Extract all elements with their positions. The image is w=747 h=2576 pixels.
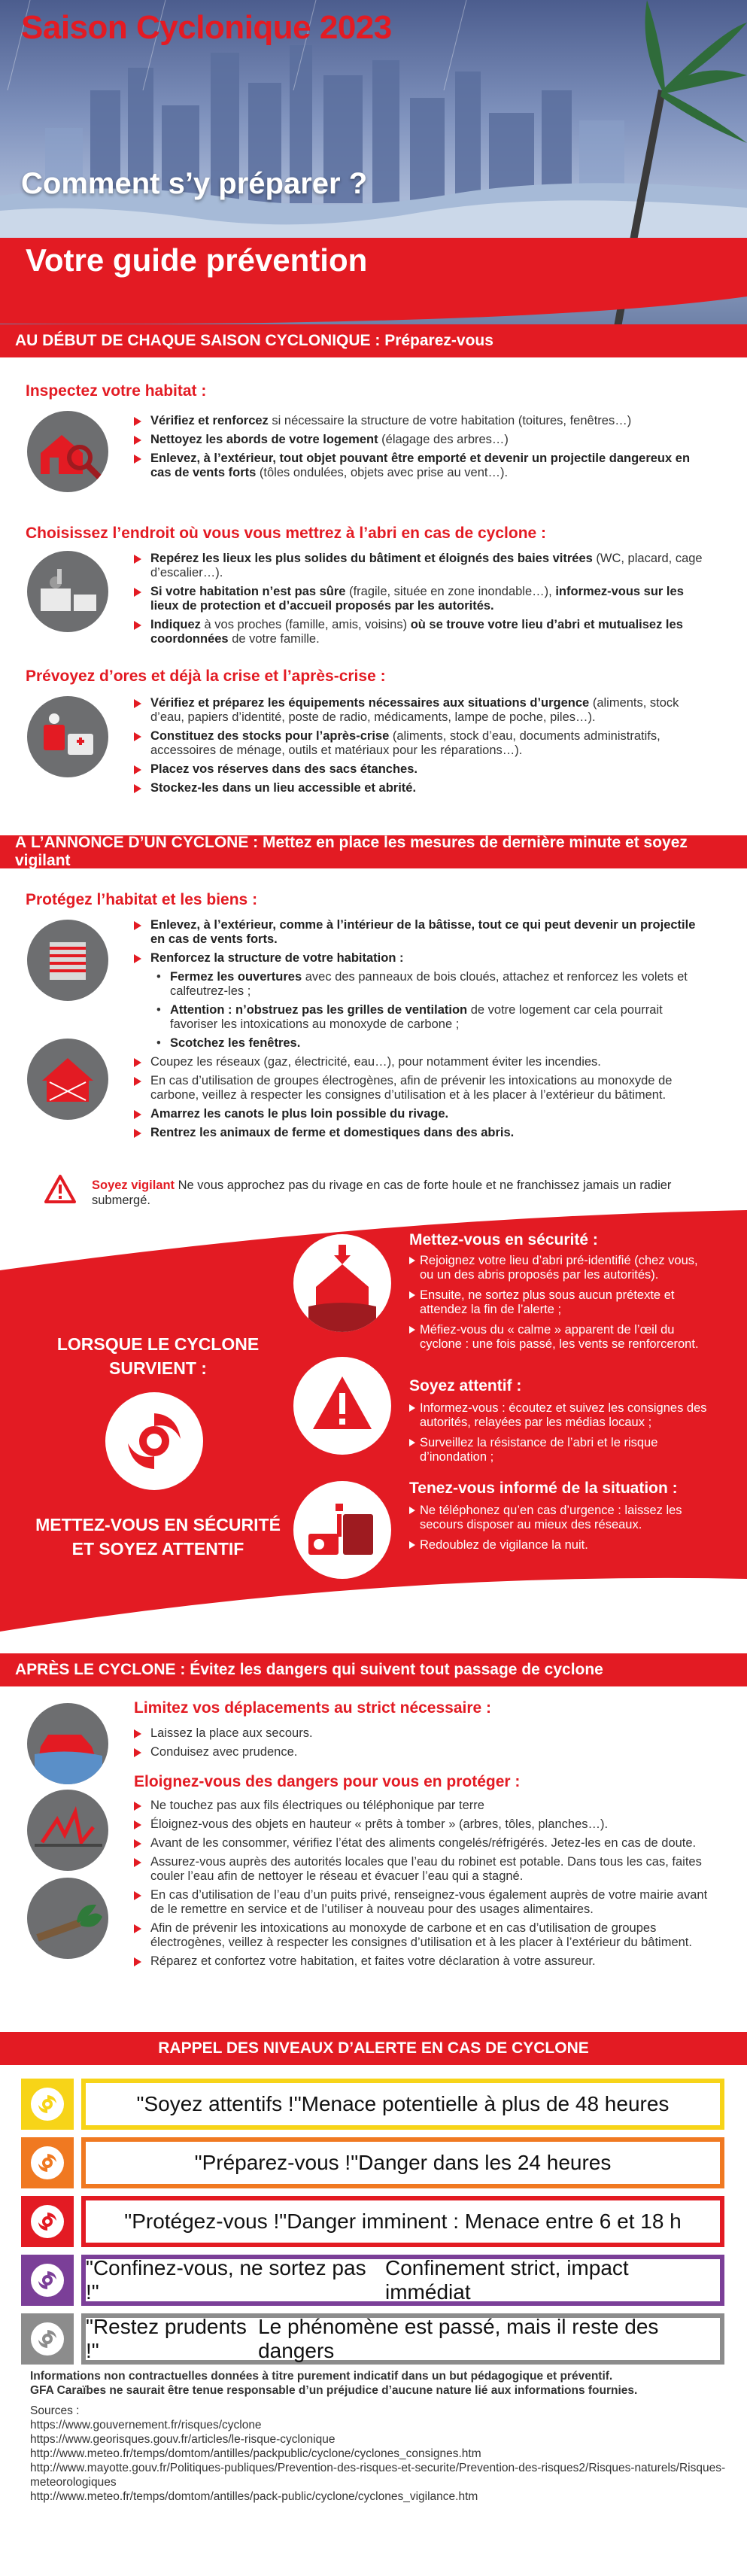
heading-abri: Choisissez l’endroit où vous vous mettrez à l’abri en cas de cyclone :	[26, 525, 547, 542]
guide-title: Votre guide prévention	[26, 242, 368, 278]
list-subitem: • Scotchez les fenêtres.	[156, 1036, 301, 1050]
list-item: Conduisez avec prudence.	[134, 1745, 713, 1759]
crise-list	[134, 696, 706, 800]
survient-heading: LORSQUE LE CYCLONE SURVIENT :	[56, 1334, 260, 1378]
list-item: Constituez des stocks pour l’après-crise (aliments, stock d’eau, documents administratifs, accessoires de ménage, outils et matériaux pour les réparations…).	[134, 729, 706, 758]
alert-level-text: "Confinez-vous, ne sortez pas !" Confinement strict, impact immédiat	[81, 2255, 724, 2306]
list-item: Ne téléphonez qu’en cas d’urgence : laissez les secours disposer au mieux des réseaux.	[409, 1504, 710, 1532]
source-link[interactable]: http://www.mayotte.gouv.fr/Politiques-publiques/Prevention-des-risques-et-securite/Prevention-des-risques2/Risques-naturels/Risques-meteorologiques	[30, 2462, 726, 2489]
list-item: Avant de les consommer, vérifiez l’état des aliments congelés/réfrigérés. Jetez-les en cas de doute.	[134, 1836, 713, 1851]
fallen-wire-icon	[27, 1790, 108, 1871]
hero-banner	[0, 0, 747, 331]
list-item: Repérez les lieux les plus solides du bâtiment et éloignés des baies vitrées (WC, placard, cage d’escalier…).	[134, 552, 706, 580]
abri-list	[134, 552, 706, 651]
radio-devices-icon	[293, 1481, 391, 1579]
list-item: Méfiez-vous du « calme » apparent de l’œil du cyclone : une fois passé, les vents se renforceront.	[409, 1323, 710, 1352]
disclaimer-1: Informations non contractuelles données à titre purement indicatif dans un but pédagogique et préventif.	[30, 2370, 613, 2383]
list-item: Vérifiez et préparez les équipements nécessaires aux situations d’urgence (aliments, stock d’eau, papiers d’identité, poste de radio, médicaments, lampe de poche, piles…).	[134, 696, 706, 725]
heading-protegez: Protégez l’habitat et les biens :	[26, 891, 258, 908]
source-link[interactable]: https://www.georisques.gouv.fr/articles/le-risque-cyclonique	[30, 2433, 336, 2446]
section-bar-annonce: À L’ANNONCE D’UN CYCLONE : Mettez en place les mesures de dernière minute et soyez vigilant	[0, 835, 747, 868]
sources-label: Sources :	[30, 2404, 80, 2417]
heading-dangers: Eloignez-vous des dangers pour vous en protéger :	[134, 1773, 521, 1790]
list-item: Amarrez les canots le plus loin possible du rivage.	[134, 1107, 713, 1121]
heading-inspect: Inspectez votre habitat :	[26, 382, 207, 400]
cyclone-icon	[105, 1392, 203, 1490]
cyclone-icon	[21, 2137, 74, 2188]
list-item: Coupez les réseaux (gaz, électricité, eau…), pour notamment éviter les incendies.	[134, 1055, 713, 1069]
alert-level-red	[21, 2196, 724, 2247]
cyclone-icon	[21, 2079, 74, 2130]
house-magnifier-icon	[27, 411, 108, 492]
alert-level-text: "Protégez-vous !" Danger imminent : Menace entre 6 et 18 h	[81, 2196, 724, 2247]
window-shutters-icon	[27, 920, 108, 1001]
list-subitem: • Attention : n’obstruez pas les grilles de ventilation de votre logement car cela pourrait favoriser les intoxications au monoxyde de carbone ;	[156, 1003, 663, 1031]
source-link[interactable]: https://www.gouvernement.fr/risques/cyclone	[30, 2419, 262, 2432]
bathroom-shelter-icon	[27, 551, 108, 632]
section-bar-apres: APRÈS LE CYCLONE : Évitez les dangers qui suivent tout passage de cyclone	[0, 1653, 747, 1686]
page-subtitle: Comment s’y préparer ?	[21, 167, 368, 200]
list-item: Rejoignez votre lieu d’abri pré-identifié (chez vous, ou un des abris proposés par les autorités).	[409, 1254, 710, 1282]
list-item: Assurez-vous auprès des autorités locales que l’eau du robinet est potable. Dans tous les cas, faites couler l’eau afin de nettoyer le réseau et évacuer l’eau qui a stagné.	[134, 1855, 713, 1884]
alert-level-orange	[21, 2137, 724, 2188]
securite-title: Mettez-vous en sécurité :	[409, 1231, 598, 1248]
informe-list	[409, 1504, 710, 1559]
list-item: Renforcez la structure de votre habitation :	[134, 951, 713, 966]
source-link[interactable]: http://www.meteo.fr/temps/domtom/antilles/pack-public/cyclone/cyclones_vigilance.htm	[30, 2490, 478, 2503]
list-item: Indiquez à vos proches (famille, amis, voisins) où se trouve votre lieu d’abri et mutualisez les coordonnées de votre famille.	[134, 618, 706, 646]
flooded-car-icon	[27, 1703, 108, 1784]
cyclone-icon	[21, 2196, 74, 2247]
list-item: En cas d’utilisation de groupes électrogènes, afin de prévenir les intoxications au monoxyde de carbone, veillez à respecter les consignes d’utilisation et à les placer à l’extérieur du bâtiment.	[134, 1074, 713, 1102]
alert-level-yellow	[21, 2079, 724, 2130]
footer	[30, 2369, 730, 2504]
section-bar-debut: AU DÉBUT DE CHAQUE SAISON CYCLONIQUE : Préparez-vous	[0, 324, 747, 357]
fallen-tree-icon	[27, 1878, 108, 1959]
alert-level-text: "Restez prudents !" Le phénomène est passé, mais il reste des dangers	[81, 2313, 724, 2365]
cyclone-icon	[21, 2255, 74, 2306]
list-item: Surveillez la résistance de l’abri et le risque d’inondation ;	[409, 1436, 710, 1464]
alert-triangle-icon	[293, 1357, 391, 1455]
list-item: Enlevez, à l’extérieur, tout objet pouvant être emporté et devenir un projectile dangereux en cas de vents forts (tôles ondulées, objets avec prise au vent…).	[134, 452, 706, 480]
alert-level-grey	[21, 2313, 724, 2365]
page-title: Saison Cyclonique 2023	[21, 9, 392, 46]
list-item: Vérifiez et renforcez si nécessaire la structure de votre habitation (toitures, fenêtres…)	[134, 414, 706, 428]
list-item: Enlevez, à l’extérieur, comme à l’intérieur de la bâtisse, tout ce qui peut devenir un projectile en cas de vents forts.	[134, 918, 713, 947]
heading-deplacements: Limitez vos déplacements au strict nécessaire :	[134, 1699, 492, 1717]
deplacements-list	[134, 1726, 713, 1764]
list-item: En cas d’utilisation de l’eau d’un puits privé, renseignez-vous également auprès de votre mairie avant de le remettre en service et de l’utiliser à nouveau pour des usages alimentaires.	[134, 1888, 713, 1917]
list-item: Laissez la place aux secours.	[134, 1726, 713, 1741]
list-item: Informez-vous : écoutez et suivez les consignes des autorités, relayées par les médias locaux ;	[409, 1401, 710, 1430]
emergency-kit-icon	[27, 696, 108, 777]
list-item: Éloignez-vous des objets en hauteur « prêts à tomber » (arbres, tôles, planches…).	[134, 1817, 713, 1832]
list-item: Redoublez de vigilance la nuit.	[409, 1538, 710, 1553]
list-item: Stockez-les dans un lieu accessible et abrité.	[134, 781, 706, 795]
alert-level-text: "Soyez attentifs !" Menace potentielle à plus de 48 heures	[81, 2079, 724, 2130]
survient-subheading: METTEZ-VOUS EN SÉCURITÉ ET SOYEZ ATTENTIF	[35, 1515, 281, 1559]
list-item: Si votre habitation n’est pas sûre (fragile, située en zone inondable…), informez-vous sur les lieux de protection et d’accueil proposés par les autorités.	[134, 585, 706, 613]
vigilant-note: Soyez vigilant Ne vous approchez pas du rivage en cas de forte houle et ne franchissez jamais un radier submergé.	[92, 1179, 672, 1207]
inspect-list	[134, 414, 706, 485]
dangers-list	[134, 1799, 713, 1973]
list-item: Réparez et confortez votre habitation, et faites votre déclaration à votre assureur.	[134, 1954, 713, 1969]
alert-level-text: "Préparez-vous !" Danger dans les 24 heures	[81, 2137, 724, 2188]
protegez-list	[134, 918, 713, 1145]
list-item: Afin de prévenir les intoxications au monoxyde de carbone et en cas d’utilisation de groupes électrogènes, veillez à respecter les consignes d’utilisation et à les placer à l’extérieur du bâtiment.	[134, 1921, 713, 1950]
list-subitem: • Fermez les ouvertures avec des panneaux de bois cloués, attachez et renforcez les volets et calfeutrez-les ;	[156, 970, 688, 998]
cyclone-icon	[21, 2313, 74, 2365]
list-item: Ensuite, ne sortez plus sous aucun prétexte et attendez la fin de l’alerte ;	[409, 1288, 710, 1317]
attentif-list	[409, 1401, 710, 1470]
attentif-title: Soyez attentif :	[409, 1377, 522, 1394]
securite-list	[409, 1254, 710, 1358]
source-link[interactable]: http://www.meteo.fr/temps/domtom/antilles/packpublic/cyclone/cyclones_consignes.htm	[30, 2447, 481, 2460]
heading-crise: Prévoyez d’ores et déjà la crise et l’après-crise :	[26, 668, 386, 685]
informe-title: Tenez-vous informé de la situation :	[409, 1480, 678, 1497]
list-item: Placez vos réserves dans des sacs étanches.	[134, 762, 706, 777]
flooded-house-icon	[293, 1234, 391, 1332]
section-bar-niveaux: RAPPEL DES NIVEAUX D’ALERTE EN CAS DE CYCLONE	[0, 2032, 747, 2065]
list-item: Rentrez les animaux de ferme et domestiques dans des abris.	[134, 1126, 713, 1140]
alert-level-purple	[21, 2255, 724, 2306]
disclaimer-2: GFA Caraïbes ne saurait être tenue responsable d’un préjudice d’aucune nature lié aux informations fournies.	[30, 2384, 638, 2397]
list-item: Nettoyez les abords de votre logement (élagage des arbres…)	[134, 433, 706, 447]
tied-roof-icon	[27, 1039, 108, 1120]
list-item: Ne touchez pas aux fils électriques ou téléphonique par terre	[134, 1799, 713, 1813]
